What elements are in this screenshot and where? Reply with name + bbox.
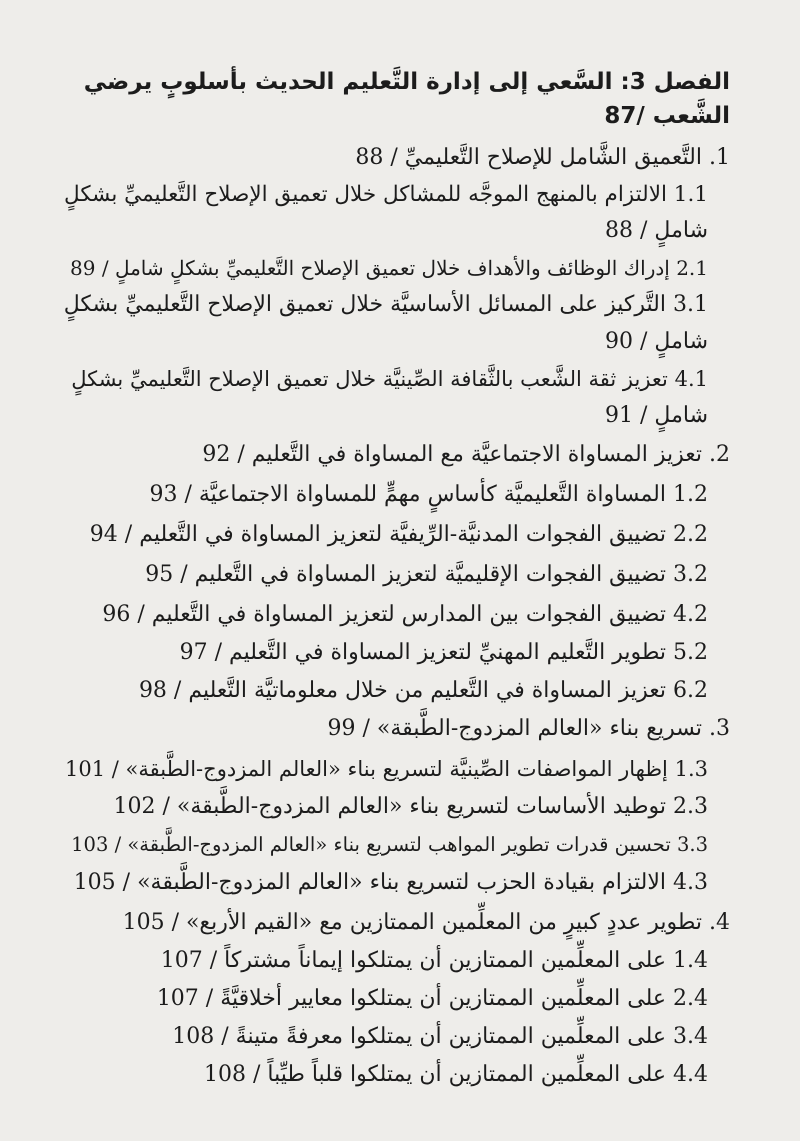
toc-entry-1-3: 1.3 إظهار المواصفات الصِّينيَّة لتسريع بناء «العالم المزدوج-الطَّبقة» / 101 — [65, 757, 708, 781]
toc-entry-1: 1. التَّعميق الشَّامل للإصلاح التَّعليميِّ / 88 — [355, 145, 730, 170]
toc-entry-3-4: 3.4 على المعلِّمين الممتازين أن يمتلكوا معرفةً متينةً / 108 — [172, 1024, 708, 1049]
toc-entry-1-4: 1.4 على المعلِّمين الممتازين أن يمتلكوا إيماناً مشتركاً / 107 — [160, 948, 708, 973]
toc-entry-3-2: 3.2 تضييق الفجوات الإقليميَّة لتعزيز المساواة في التَّعليم / 95 — [145, 562, 708, 587]
toc-entry-6-2: 6.2 تعزيز المساواة في التَّعليم من خلال معلوماتيَّة التَّعليم / 98 — [138, 678, 708, 703]
toc-entry-4-1: 4.1 تعزيز ثقة الشَّعب بالثَّقافة الصِّينيَّة خلال تعميق الإصلاح التَّعليميِّ بشكلٍ — [71, 367, 708, 391]
toc-entry-3: 3. تسريع بناء «العالم المزدوج-الطَّبقة» / 99 — [327, 716, 730, 741]
toc-entry-5-2: 5.2 تطوير التَّعليم المهنيِّ لتعزيز المساواة في التَّعليم / 97 — [179, 640, 708, 665]
toc-entry-3-1: 3.1 التَّركيز على المسائل الأساسيَّة خلال تعميق الإصلاح التَّعليميِّ بشكلٍ — [63, 292, 708, 317]
toc-entry-1-1-cont: شاملٍ / 88 — [605, 218, 708, 243]
toc-entry-2-4: 2.4 على المعلِّمين الممتازين أن يمتلكوا معايير أخلاقيَّةً / 107 — [156, 986, 708, 1011]
toc-entry-3-1-cont: شاملٍ / 90 — [605, 329, 708, 354]
toc-entry-4-3: 4.3 الالتزام بقيادة الحزب لتسريع بناء «العالم المزدوج-الطَّبقة» / 105 — [73, 870, 708, 895]
toc-entry-4-4: 4.4 على المعلِّمين الممتازين أن يمتلكوا قلباً طيِّباً / 108 — [203, 1062, 708, 1087]
toc-entry-2: 2. تعزيز المساواة الاجتماعيَّة مع المساواة في التَّعليم / 92 — [202, 442, 730, 467]
toc-entry-4-1-cont: شاملٍ / 91 — [605, 403, 708, 428]
toc-entry-2-1: 2.1 إدراك الوظائف والأهداف خلال تعميق الإصلاح التَّعليميِّ بشكلٍ شاملٍ / 89 — [70, 256, 708, 280]
toc-entry-4: 4. تطوير عددٍ كبيرٍ من المعلِّمين الممتازين مع «القيم الأربع» / 105 — [122, 910, 730, 935]
toc-entry-1-2: 1.2 المساواة التَّعليميَّة كأساسٍ مهمٍّ للمساواة الاجتماعيَّة / 93 — [149, 482, 708, 507]
chapter-title-line1: الفصل 3: السَّعي إلى إدارة التَّعليم الحديث بأسلوبٍ يرضي — [83, 69, 730, 95]
toc-entry-4-2: 4.2 تضييق الفجوات بين المدارس لتعزيز المساواة في التَّعليم / 96 — [102, 602, 708, 627]
toc-entry-3-3: 3.3 تحسين قدرات تطوير المواهب لتسريع بناء «العالم المزدوج-الطَّبقة» / 103 — [71, 833, 708, 856]
toc-entry-2-3: 2.3 توطيد الأساسات لتسريع بناء «العالم المزدوج-الطَّبقة» / 102 — [113, 794, 708, 819]
toc-entry-1-1: 1.1 الالتزام بالمنهج الموجَّه للمشاكل خلال تعميق الإصلاح التَّعليميِّ بشكلٍ — [64, 182, 708, 207]
toc-entry-2-2: 2.2 تضييق الفجوات المدنيَّة-الرِّيفيَّة لتعزيز المساواة في التَّعليم / 94 — [89, 522, 708, 547]
chapter-title-line2: الشَّعب /87 — [604, 103, 730, 129]
